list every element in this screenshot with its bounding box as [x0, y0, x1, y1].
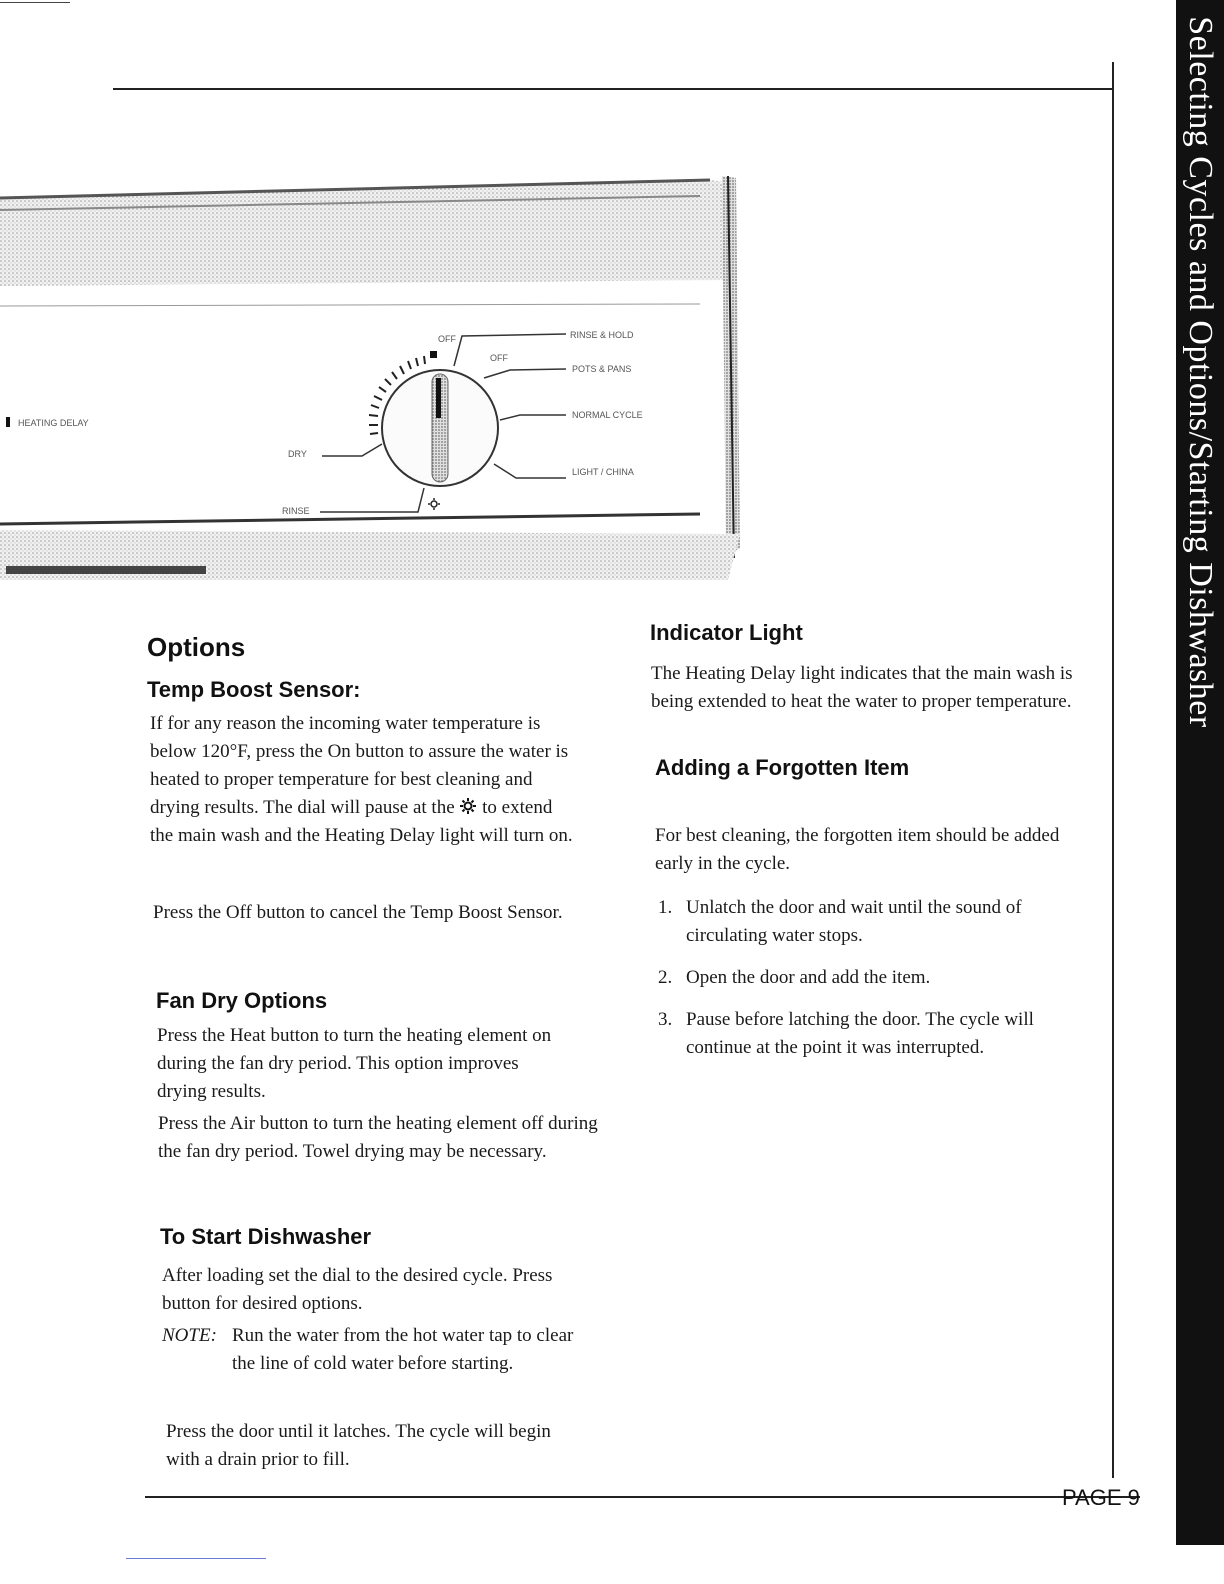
note-text: Run the water from the hot water tap to clear the line of cold water before starting. [232, 1325, 574, 1374]
cycle-dial[interactable] [382, 370, 498, 486]
options-title: Options [147, 632, 246, 662]
step-number: 1. [658, 897, 673, 918]
temp-boost-heading: Temp Boost Sensor: [147, 677, 361, 702]
indicator-light-paragraph: The Heating Delay light indicates that the main wash is being extended to heat the water to proper temperature. [651, 663, 1073, 712]
start-dishwasher-paragraph: After loading set the dial to the desired cycle. Press button for desired options. [162, 1265, 553, 1314]
forgotten-item-steps [658, 894, 1088, 1076]
temp-boost-text-b: to extend the main wash and the Heating Delay light will turn on. [150, 797, 573, 846]
indicator-light-heading: Indicator Light [650, 620, 803, 645]
page-number: PAGE 9 [1062, 1485, 1140, 1510]
dial-off-right-label: OFF [490, 353, 508, 363]
fan-dry-heat-paragraph: Press the Heat button to turn the heating element on during the fan dry period. This option improves drying results. [157, 1025, 552, 1102]
bottom-corner-rule [126, 1558, 266, 1559]
heating-delay-light-icon [6, 417, 10, 427]
list-item [658, 964, 1088, 992]
side-tab-title: Selecting Cycles and Options/Starting Dishwasher [1182, 16, 1219, 728]
section-side-tab [1176, 0, 1224, 1545]
start-note [162, 1322, 602, 1406]
cycle-label-pots-pans: POTS & PANS [572, 364, 632, 374]
cycle-label-light-china: LIGHT / CHINA [572, 467, 634, 477]
forgotten-item-heading: Adding a Forgotten Item [655, 755, 910, 780]
temp-boost-cancel-paragraph: Press the Off button to cancel the Temp Boost Sensor. [153, 902, 563, 923]
temp-boost-paragraph [150, 710, 580, 850]
step-text: Unlatch the door and wait until the sound of circulating water stops. [686, 897, 1022, 946]
fan-dry-heading: Fan Dry Options [156, 988, 328, 1013]
step-text: Open the door and add the item. [686, 967, 931, 988]
step-text: Pause before latching the door. The cycle will continue at the point it was interrupted. [686, 1009, 1034, 1058]
bottom-rule [145, 1496, 1140, 1498]
right-rule [1112, 62, 1114, 1478]
temp-boost-sun-icon [459, 797, 477, 815]
start-latch-paragraph: Press the door until it latches. The cycle will begin with a drain prior to fill. [166, 1421, 551, 1470]
start-dishwasher-heading: To Start Dishwasher [160, 1224, 372, 1249]
rinse-label: RINSE [282, 506, 310, 516]
note-label: NOTE: [162, 1325, 217, 1346]
list-item [658, 894, 1088, 950]
forgotten-item-paragraph: For best cleaning, the forgotten item should be added early in the cycle. [655, 825, 1060, 874]
fan-dry-air-paragraph: Press the Air button to turn the heating element off during the fan dry period. Towel drying may be necessary. [158, 1113, 598, 1162]
dry-label: DRY [288, 449, 307, 459]
step-number: 2. [658, 967, 673, 988]
control-panel-illustration [0, 168, 760, 588]
step-number: 3. [658, 1009, 673, 1030]
dial-marker-icon [430, 351, 437, 358]
dial-off-top-label: OFF [438, 334, 456, 344]
list-item [658, 1006, 1088, 1062]
corner-rule [0, 2, 70, 3]
top-rule [113, 88, 1113, 90]
cycle-label-rinse-hold: RINSE & HOLD [570, 330, 634, 340]
temp-boost-text-a: If for any reason the incoming water temperature is below 120°F, press the On button to assure the water is heated to proper temperature for best cleaning and drying results. The dial will pause at the [150, 713, 569, 818]
heating-delay-label: HEATING DELAY [18, 418, 89, 428]
cycle-label-normal: NORMAL CYCLE [572, 410, 643, 420]
